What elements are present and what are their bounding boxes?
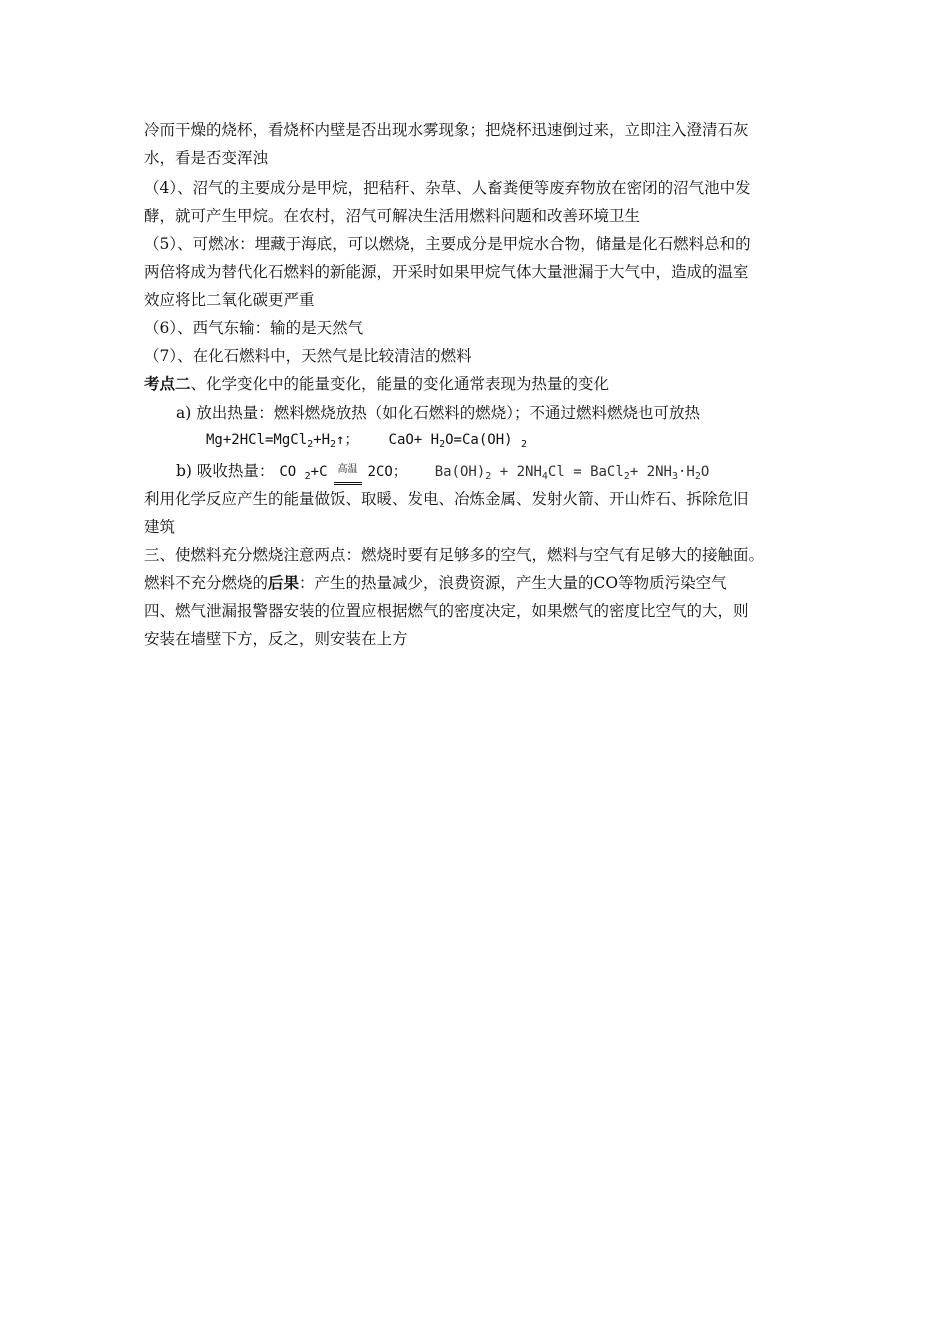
text-line: 三、使燃料充分燃烧注意两点：燃烧时要有足够多的空气，燃料与空气有足够大的接触面。 <box>144 546 765 564</box>
text-line: （6）、西气东输：输的是天然气 <box>144 319 364 337</box>
text-line: 利用化学反应产生的能量做饭、取暖、发电、冶炼金属、发射火箭、开山炸石、拆除危旧 <box>144 490 749 508</box>
section-text: 、化学变化中的能量变化，能量的变化通常表现为热量的变化 <box>190 375 610 393</box>
equation-cao-h2o: $CaO+ H_2O=Ca(OH)$ $_2$ <box>388 432 528 450</box>
equation-mg-hcl: $Mg+2HCl=MgCl_2+H_2↑$； <box>206 432 359 450</box>
list-item-b <box>176 460 709 487</box>
text-line: 效应将比二氧化碳更严重 <box>144 291 315 309</box>
list-item-b-label: b) 吸收热量： <box>176 462 275 480</box>
text-line: 水，看是否变浑浊 <box>144 149 269 167</box>
text-line: 酵，就可产生甲烷。在农村，沼气可解决生活用燃料问题和改善环境卫生 <box>144 207 641 225</box>
section-heading <box>144 374 609 394</box>
list-item-a: a) 放出热量：燃料燃烧放热（如化石燃料的燃烧）；不通过燃料燃烧也可放热 <box>176 404 700 422</box>
equation-line <box>206 430 527 455</box>
text-line: （4）、沼气的主要成分是甲烷，把秸秆、杂草、人畜粪便等废弃物放在密闭的沼气池中发 <box>144 179 751 197</box>
text-line: 建筑 <box>144 518 176 536</box>
section-label: 考点二 <box>144 374 191 393</box>
text-line: （7）、在化石燃料中，天然气是比较清洁的燃料 <box>144 347 472 365</box>
reaction-condition: 高温 <box>334 460 362 480</box>
text-line: 燃料不充分燃烧的后果：产生的热量减少，浪费资源，产生大量的CO等物质污染空气 <box>144 573 727 592</box>
text-line: 四、燃气泄漏报警器安装的位置应根据燃气的密度决定，如果燃气的密度比空气的大，则 <box>144 602 749 620</box>
equation-co2-c: CO $_2$+C 高温 2CO； <box>279 464 406 480</box>
text-line: 冷而干燥的烧杯，看烧杯内壁是否出现水雾现象；把烧杯迅速倒过来，立即注入澄清石灰 <box>144 121 749 139</box>
text-line: 两倍将成为替代化石燃料的新能源，开采时如果甲烷气体大量泄漏于大气中，造成的温室 <box>144 263 749 281</box>
text-line: （5）、可燃冰：埋藏于海底，可以燃烧，主要成分是甲烷水合物，储量是化石燃料总和的 <box>144 235 751 253</box>
emphasis-text: 后果 <box>268 573 300 592</box>
equation-baoh2-nh4cl: $Ba(OH)_2 + 2NH_4Cl$ = BaCl$_2$+ $2NH_3\cdot H_2O$ <box>434 464 710 482</box>
text-line: 安装在墙壁下方，反之，则安装在上方 <box>144 630 408 648</box>
